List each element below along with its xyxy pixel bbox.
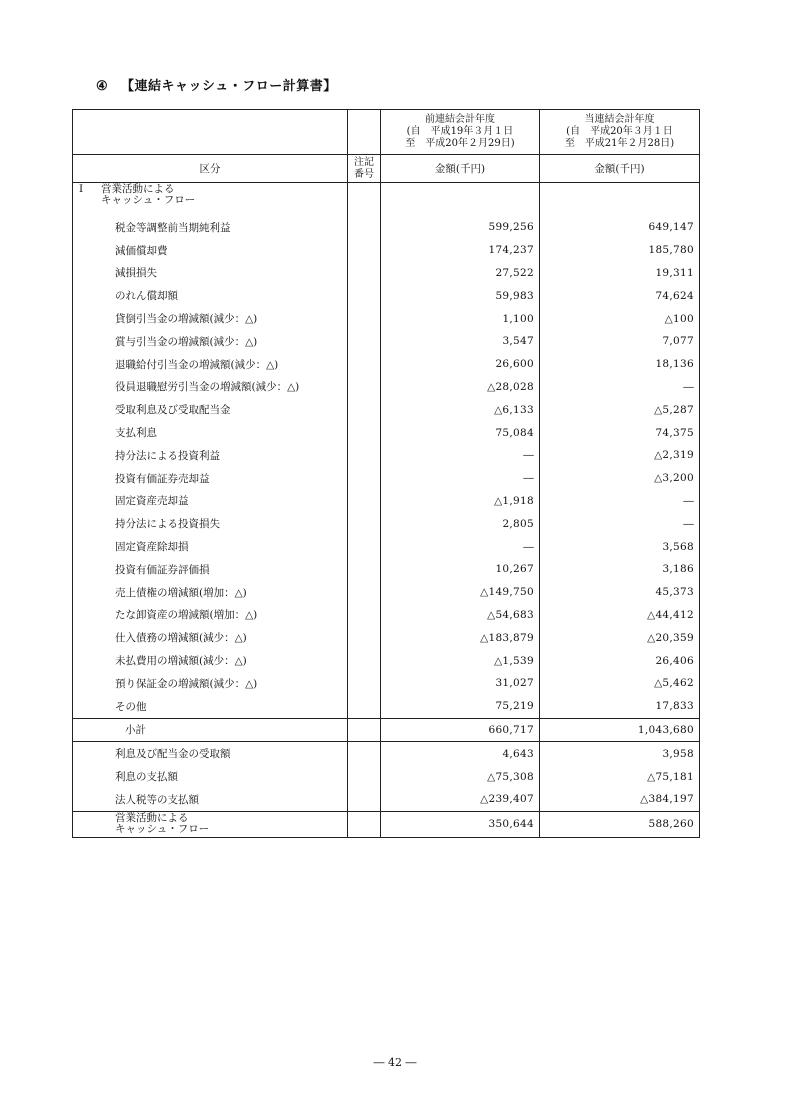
row-label: 固定資産除却損 — [73, 535, 348, 558]
table-row — [73, 467, 700, 490]
row-note-cell — [348, 742, 381, 765]
row-note-cell — [348, 239, 381, 262]
row-amount-prev: 2,805 — [381, 512, 540, 535]
section-curr-cell — [540, 183, 700, 217]
row-amount-prev: 174,237 — [381, 239, 540, 262]
row-amount-curr: △100 — [540, 307, 700, 330]
row-amount-prev: 59,983 — [381, 284, 540, 307]
table-row — [73, 695, 700, 718]
row-amount-prev: △183,879 — [381, 626, 540, 649]
row-note-cell — [348, 421, 381, 444]
row-amount-curr: △5,287 — [540, 398, 700, 421]
section-roman-numeral: Ⅰ — [79, 183, 84, 195]
table-row — [73, 535, 700, 558]
total-note-cell — [348, 811, 381, 837]
row-note-cell — [348, 467, 381, 490]
row-label: 退職給付引当金の増減額(減少：△) — [73, 353, 348, 376]
table-row — [73, 558, 700, 581]
heading-number: ④ — [96, 79, 109, 94]
total-amount-curr: 588,260 — [540, 811, 700, 837]
row-label: 預り保証金の増減額(減少：△) — [73, 672, 348, 695]
row-label: 未払費用の増減額(減少：△) — [73, 649, 348, 672]
note-header-line1: 注記 — [354, 156, 374, 168]
table-row — [73, 490, 700, 513]
row-label: 持分法による投資損失 — [73, 512, 348, 535]
row-note-cell — [348, 330, 381, 353]
row-amount-curr: 74,624 — [540, 284, 700, 307]
section-operating-header — [73, 183, 700, 217]
row-amount-prev: △239,407 — [381, 788, 540, 811]
row-note-cell — [348, 398, 381, 421]
row-amount-prev: △75,308 — [381, 765, 540, 788]
table-row — [73, 239, 700, 262]
page-number: ― 42 ― — [373, 1056, 417, 1069]
row-label: その他 — [73, 695, 348, 718]
curr-period-header — [540, 110, 700, 155]
blank-note-header-cell — [348, 110, 381, 155]
row-amount-prev: △1,918 — [381, 490, 540, 513]
row-note-cell — [348, 581, 381, 604]
row-amount-curr: 74,375 — [540, 421, 700, 444]
table-row — [73, 330, 700, 353]
row-amount-curr: △44,412 — [540, 604, 700, 627]
row-note-cell — [348, 788, 381, 811]
row-amount-curr: 7,077 — [540, 330, 700, 353]
section-label-line2: キャッシュ・フロー — [101, 194, 196, 206]
row-amount-curr: 649,147 — [540, 216, 700, 239]
row-amount-prev: 26,600 — [381, 353, 540, 376]
subtotal-row — [73, 718, 700, 742]
row-amount-curr: ― — [540, 376, 700, 399]
row-note-cell — [348, 216, 381, 239]
table-row — [73, 626, 700, 649]
row-label: 減価償却費 — [73, 239, 348, 262]
row-amount-curr: △20,359 — [540, 626, 700, 649]
subtotal-amount-prev: 660,717 — [381, 718, 540, 742]
table-row — [73, 216, 700, 239]
row-label: 支払利息 — [73, 421, 348, 444]
row-amount-prev: ― — [381, 535, 540, 558]
row-note-cell — [348, 558, 381, 581]
section-note-cell — [348, 183, 381, 217]
subtotal-amount-curr: 1,043,680 — [540, 718, 700, 742]
row-amount-prev: 3,547 — [381, 330, 540, 353]
row-note-cell — [348, 604, 381, 627]
row-amount-prev: 1,100 — [381, 307, 540, 330]
table-row — [73, 604, 700, 627]
row-note-cell — [348, 284, 381, 307]
row-note-cell — [348, 262, 381, 285]
cash-flow-table — [72, 109, 700, 838]
row-amount-prev: ― — [381, 444, 540, 467]
row-amount-curr: 26,406 — [540, 649, 700, 672]
curr-period-from: (自 平成20年３月１日 — [566, 126, 673, 137]
note-header-line2: 番号 — [354, 168, 374, 180]
row-label: 売上債権の増減額(増加：△) — [73, 581, 348, 604]
amount-prev-header: 金額(千円) — [381, 155, 540, 183]
blank-header-cell — [73, 110, 348, 155]
section-label-line1: 営業活動による — [101, 183, 175, 195]
row-label: 投資有価証券売却益 — [73, 467, 348, 490]
table-row — [73, 398, 700, 421]
table-row — [73, 765, 700, 788]
total-amount-prev: 350,644 — [381, 811, 540, 837]
row-label: 利息の支払額 — [73, 765, 348, 788]
row-amount-prev: 27,522 — [381, 262, 540, 285]
amount-curr-header: 金額(千円) — [540, 155, 700, 183]
row-amount-curr: 185,780 — [540, 239, 700, 262]
row-amount-prev: 599,256 — [381, 216, 540, 239]
row-amount-curr: △5,462 — [540, 672, 700, 695]
section-prev-cell — [381, 183, 540, 217]
prev-period-to: 至 平成20年２月29日) — [405, 138, 515, 149]
row-amount-curr: △384,197 — [540, 788, 700, 811]
row-amount-curr: △75,181 — [540, 765, 700, 788]
row-label: 受取利息及び受取配当金 — [73, 398, 348, 421]
row-label: 税金等調整前当期純利益 — [73, 216, 348, 239]
table-row — [73, 649, 700, 672]
row-amount-prev: 75,084 — [381, 421, 540, 444]
category-header: 区分 — [73, 155, 348, 183]
section-label — [73, 183, 348, 217]
row-amount-curr: 18,136 — [540, 353, 700, 376]
subtotal-label: 小計 — [73, 718, 348, 742]
column-header-row — [73, 155, 700, 183]
row-amount-curr: 45,373 — [540, 581, 700, 604]
row-note-cell — [348, 535, 381, 558]
row-amount-curr: 3,186 — [540, 558, 700, 581]
table-row — [73, 672, 700, 695]
row-note-cell — [348, 444, 381, 467]
row-amount-prev: 31,027 — [381, 672, 540, 695]
row-note-cell — [348, 626, 381, 649]
row-label: 役員退職慰労引当金の増減額(減少：△) — [73, 376, 348, 399]
row-label: のれん償却額 — [73, 284, 348, 307]
row-label: 投資有価証券評価損 — [73, 558, 348, 581]
total-row — [73, 811, 700, 837]
table-row — [73, 421, 700, 444]
statement-heading — [96, 75, 337, 94]
row-label: たな卸資産の増減額(増加：△) — [73, 604, 348, 627]
subtotal-note-cell — [348, 718, 381, 742]
row-label: 仕入債務の増減額(減少：△) — [73, 626, 348, 649]
prev-period-title: 前連結会計年度 — [425, 114, 495, 125]
row-label: 固定資産売却益 — [73, 490, 348, 513]
row-note-cell — [348, 376, 381, 399]
table-row — [73, 444, 700, 467]
table-row — [73, 353, 700, 376]
row-amount-curr: 3,958 — [540, 742, 700, 765]
row-label: 減損損失 — [73, 262, 348, 285]
note-number-header — [348, 155, 381, 183]
row-note-cell — [348, 672, 381, 695]
prev-period-from: (自 平成19年３月１日 — [406, 126, 514, 137]
row-label: 貸倒引当金の増減額(減少：△) — [73, 307, 348, 330]
row-amount-prev: △28,028 — [381, 376, 540, 399]
row-amount-curr: ― — [540, 512, 700, 535]
heading-title: 【連結キャッシュ・フロー計算書】 — [121, 79, 337, 94]
prev-period-header — [381, 110, 540, 155]
row-label: 賞与引当金の増減額(減少：△) — [73, 330, 348, 353]
curr-period-title: 当連結会計年度 — [584, 114, 655, 125]
total-label-line2: キャッシュ・フロー — [115, 823, 210, 836]
row-note-cell — [348, 307, 381, 330]
row-amount-curr: △2,319 — [540, 444, 700, 467]
row-amount-prev: 10,267 — [381, 558, 540, 581]
row-amount-prev: 75,219 — [381, 695, 540, 718]
row-amount-prev: 4,643 — [381, 742, 540, 765]
row-label: 持分法による投資利益 — [73, 444, 348, 467]
table-row — [73, 512, 700, 535]
row-amount-curr: 19,311 — [540, 262, 700, 285]
table-row — [73, 262, 700, 285]
row-note-cell — [348, 353, 381, 376]
row-note-cell — [348, 695, 381, 718]
period-header-row — [73, 110, 700, 155]
row-note-cell — [348, 512, 381, 535]
row-label: 利息及び配当金の受取額 — [73, 742, 348, 765]
table-row — [73, 284, 700, 307]
curr-period-to: 至 平成21年２月28日) — [564, 138, 675, 149]
row-label: 法人税等の支払額 — [73, 788, 348, 811]
row-amount-prev: △6,133 — [381, 398, 540, 421]
table-row — [73, 307, 700, 330]
total-label-line1: 営業活動による — [115, 812, 189, 825]
row-amount-curr: 17,833 — [540, 695, 700, 718]
table-row — [73, 788, 700, 811]
row-note-cell — [348, 649, 381, 672]
row-amount-curr: △3,200 — [540, 467, 700, 490]
row-note-cell — [348, 765, 381, 788]
row-note-cell — [348, 490, 381, 513]
row-amount-prev: △54,683 — [381, 604, 540, 627]
row-amount-curr: 3,568 — [540, 535, 700, 558]
row-amount-prev: △1,539 — [381, 649, 540, 672]
row-amount-prev: △149,750 — [381, 581, 540, 604]
row-amount-prev: ― — [381, 467, 540, 490]
total-label — [73, 811, 348, 837]
table-row — [73, 581, 700, 604]
row-amount-curr: ― — [540, 490, 700, 513]
table-row — [73, 742, 700, 765]
table-row — [73, 376, 700, 399]
